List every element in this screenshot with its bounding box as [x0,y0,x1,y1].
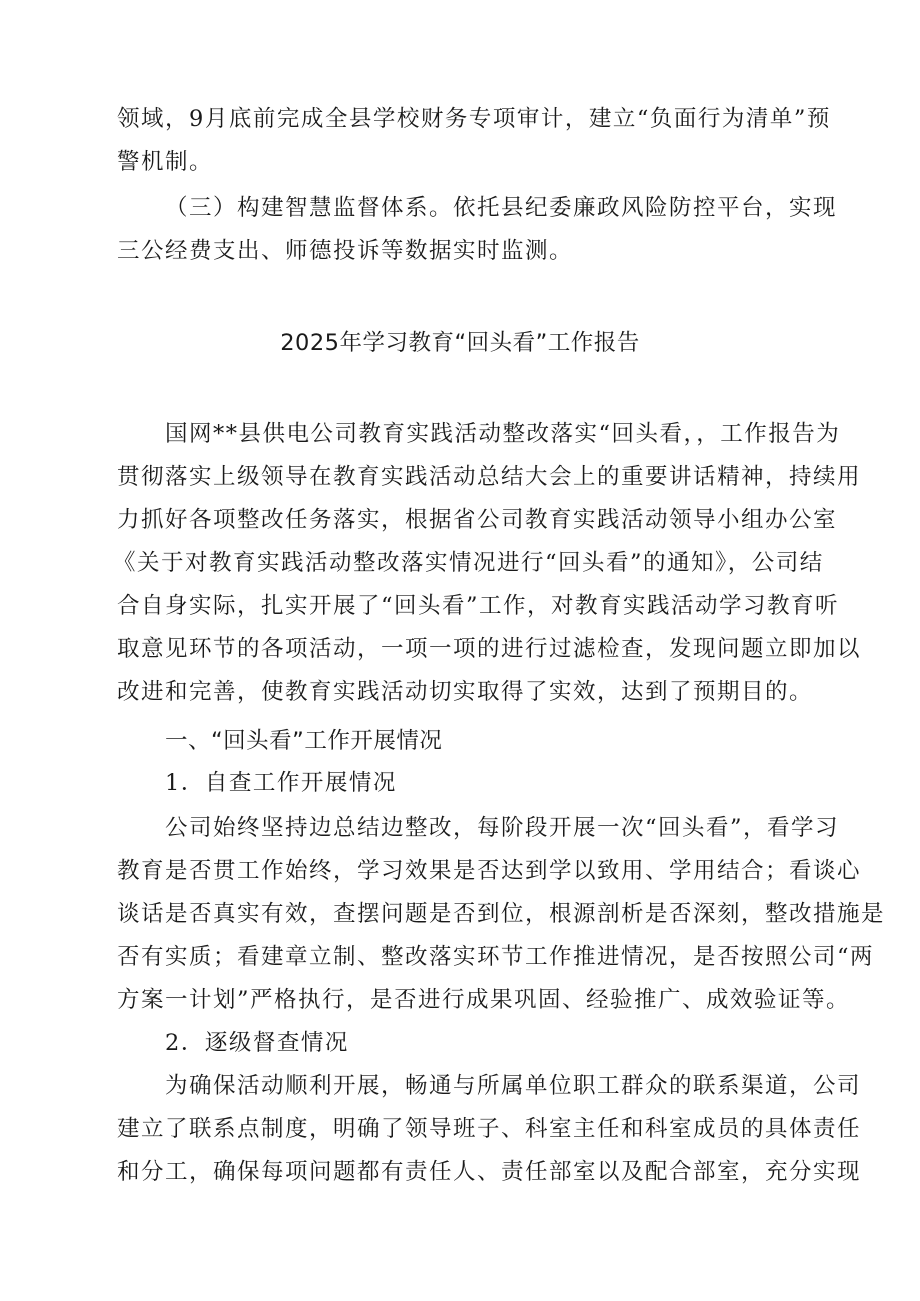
intro-line: 合自身实际，扎实开展了“回头看”工作，对教育实践活动学习教育听 [117,593,840,619]
section-item-3: （三）构建智慧监督体系。依托县纪委廉政风险防控平台，实现 [165,195,838,221]
section-heading: 一、“回头看”工作开展情况 [165,728,443,754]
body-line: 建立了联系点制度，明确了领导班子、科室主任和科室成员的具体责任 [117,1116,862,1142]
body-line: 三公经费支出、师德投诉等数据实时监测。 [117,238,574,264]
intro-line: 力抓好各项整改任务落实，根据省公司教育实践活动领导小组办公室 [117,507,838,533]
body-line: 公司始终坚持边总结边整改，每阶段开展一次“回头看”，看学习 [165,815,840,841]
body-line: 教育是否贯工作始终，学习效果是否达到学以致用、学用结合；看谈心 [117,858,862,884]
intro-line: 《关于对教育实践活动整改落实情况进行“回头看”的通知》，公司结 [113,550,824,576]
body-line: 否有实质；看建章立制、整改落实环节工作推进情况，是否按照公司“两 [117,944,875,970]
intro-line: 贯彻落实上级领导在教育实践活动总结大会上的重要讲话精神，持续用 [117,464,862,490]
subsection-heading: 2．逐级督查情况 [165,1030,349,1056]
subsection-heading: 1．自查工作开展情况 [165,770,397,796]
body-line: 警机制。 [117,149,214,175]
body-line: 和分工，确保每项问题都有责任人、责任部室以及配合部室，充分实现 [117,1159,862,1185]
body-line: 为确保活动顺利开展，畅通与所属单位职工群众的联系渠道，公司 [165,1073,862,1099]
intro-line: 国网**县供电公司教育实践活动整改落实“回头看，，工作报告为 [165,421,841,447]
report-title: 2025年学习教育“回头看”工作报告 [280,330,640,356]
body-line: 领域，9月底前完成全县学校财务专项审计，建立“负面行为清单”预 [117,106,831,132]
body-line: 方案一计划”严格执行，是否进行成果巩固、经验推广、成效验证等。 [117,987,851,1013]
body-line: 谈话是否真实有效，查摆问题是否到位，根源剖析是否深刻，整改措施是 [117,901,886,927]
intro-line: 取意见环节的各项活动，一项一项的进行过滤检查，发现问题立即加以 [117,636,862,662]
intro-line: 改进和完善，使教育实践活动切实取得了实效，达到了预期目的。 [117,679,814,705]
